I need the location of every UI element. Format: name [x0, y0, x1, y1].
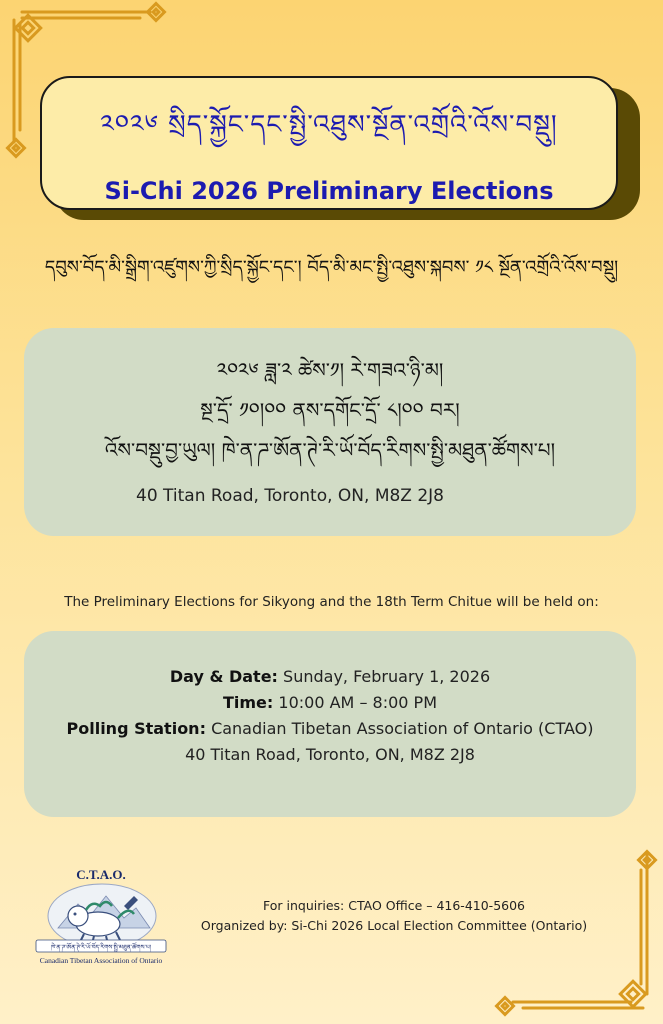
footer-organized: Organized by: Si-Chi 2026 Local Election Committee (Ontario) — [200, 918, 588, 933]
tibetan-time-line: སྔ་དྲོ་ ༡༠།༠༠ ནས་དགོང་དྲོ་ ༨།༠༠ བར། — [200, 398, 460, 422]
time-line — [24, 693, 636, 712]
day-date-line — [24, 667, 636, 686]
tibetan-details-panel — [24, 328, 636, 536]
logo-caption: Canadian Tibetan Association of Ontario — [39, 956, 163, 965]
tibetan-venue-line: འོས་བསྡུ་བྱ་ཡུལ། ཁེ་ན་ཌ་ཨོན་ཊེ་རི་ཡོ་བོད་རིགས་སྤྱི་མཐུན་ཚོགས་པ། — [104, 438, 556, 462]
subtitle-tibetan: དབུས་བོད་མི་སྒྲིག་འཛུགས་ཀྱི་སྲིད་སྐྱོང་དང་། བོད་མི་མང་སྤྱི་འཐུས་སྐབས་ ༡༨ སྔོན་འགྲོའི་འོས་བསྡུ། — [44, 257, 619, 278]
time-value: 10:00 AM – 8:00 PM — [278, 693, 437, 712]
tibetan-panel-address: 40 Titan Road, Toronto, ON, M8Z 2J8 — [136, 486, 444, 506]
logo-abbr: C.T.A.O. — [76, 867, 126, 882]
ctao-logo — [28, 866, 174, 970]
title-english: Si-Chi 2026 Preliminary Elections — [104, 177, 554, 205]
intro-text: The Preliminary Elections for Sikyong and the 18th Term Chitue will be held on: — [64, 594, 599, 610]
footer-inquiries: For inquiries: CTAO Office – 416-410-5606 — [263, 898, 525, 913]
polling-station-label: Polling Station: — [66, 719, 206, 738]
day-date-label: Day & Date: — [169, 667, 278, 686]
time-label: Time: — [222, 693, 274, 712]
polling-station-value: Canadian Tibetan Association of Ontario (CTAO) — [211, 719, 594, 738]
title-panel — [40, 76, 618, 210]
day-date-value: Sunday, February 1, 2026 — [283, 667, 491, 686]
logo-tibetan-banner: ཁེ་ན་ཌ་ཨོན་ཊེ་རི་ཡོ་བོད་རིགས་སྤྱི་མཐུན་ཚོགས་པ། — [50, 944, 152, 951]
footer — [178, 896, 610, 936]
title-tibetan: ༢༠༢༦ སྲིད་སྐྱོང་དང་སྤྱི་འཐུས་སྔོན་འགྲོའི་འོས་བསྡུ། — [100, 110, 558, 140]
polling-station-line — [24, 719, 636, 738]
tibetan-date-line: ༢༠༢༦ ཟླ་༢ ཚེས་༡། རེ་གཟའ་ཉི་མ། — [216, 358, 444, 382]
polling-address: 40 Titan Road, Toronto, ON, M8Z 2J8 — [185, 745, 475, 764]
english-details-panel — [24, 631, 636, 817]
